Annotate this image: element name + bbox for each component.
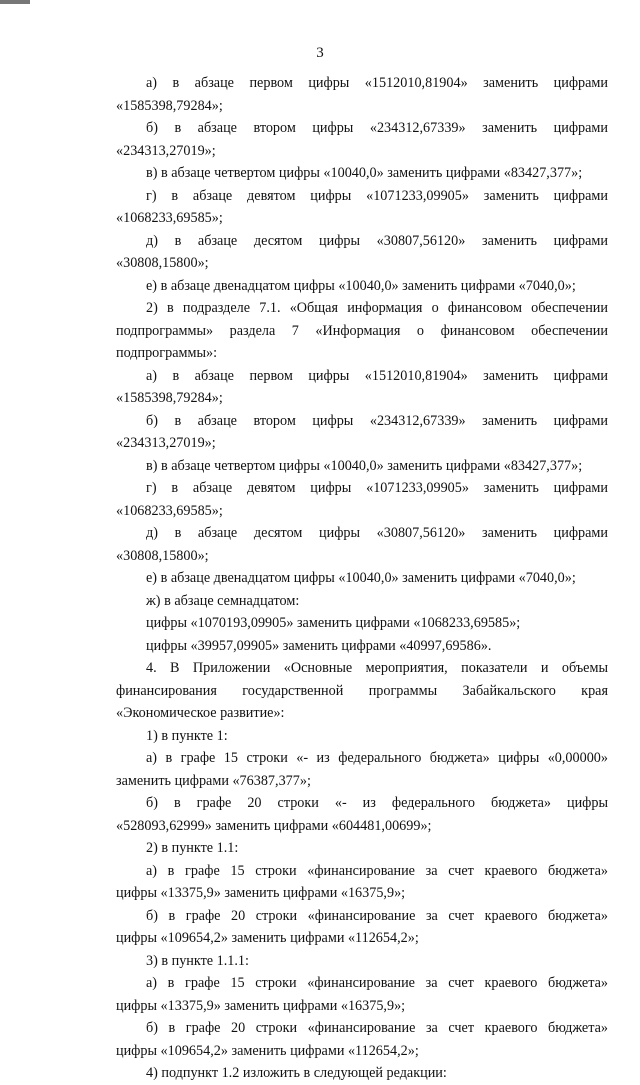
- text-line: «30808,15800»;: [116, 547, 209, 564]
- text-line: б) в графе 20 строки «- из федерального бюджета» цифры: [146, 795, 608, 811]
- text-line: 2) в пункте 1.1:: [146, 840, 239, 856]
- text-line: б) в абзаце втором цифры «234312,67339» заменить цифрами: [146, 120, 608, 136]
- text-line: «234313,27019»;: [116, 142, 216, 159]
- text-line: цифры «109654,2» заменить цифрами «112654,2»;: [116, 930, 419, 946]
- text-line: г) в абзаце девятом цифры «1071233,09905» заменить цифрами: [146, 187, 608, 204]
- text-line: «234313,27019»;: [116, 435, 216, 451]
- text-line: б) в абзаце втором цифры «234312,67339» заменить цифрами: [146, 412, 608, 429]
- page-number: 3: [316, 45, 324, 61]
- text-line: 2) в подразделе 7.1. «Общая информация о финансовом обеспечении: [146, 300, 608, 316]
- text-line: в) в абзаце четвертом цифры «10040,0» заменить цифрами «83427,377»;: [146, 457, 583, 474]
- text-line: 4) подпункт 1.2 изложить в следующей редакции:: [146, 1065, 447, 1081]
- text-line: «Экономическое развитие»:: [116, 705, 285, 721]
- text-line: 3) в пункте 1.1.1:: [146, 952, 249, 969]
- text-line: б) в графе 20 строки «финансирование за счет краевого бюджета»: [146, 907, 608, 924]
- text-line: а) в графе 15 строки «финансирование за счет краевого бюджета»: [146, 862, 608, 879]
- text-line: а) в абзаце первом цифры «1512010,81904» заменить цифрами: [146, 367, 608, 384]
- text-line: г) в абзаце девятом цифры «1071233,09905» заменить цифрами: [146, 480, 608, 496]
- text-line: 4. В Приложении «Основные мероприятия, показатели и объемы: [146, 660, 608, 676]
- text-line: 1) в пункте 1:: [146, 727, 228, 744]
- text-line: а) в абзаце первом цифры «1512010,81904» заменить цифрами: [146, 75, 608, 91]
- text-line: е) в абзаце двенадцатом цифры «10040,0» заменить цифрами «7040,0»;: [146, 277, 576, 294]
- text-line: «30808,15800»;: [116, 255, 209, 271]
- text-line: д) в абзаце десятом цифры «30807,56120» заменить цифрами: [146, 525, 608, 541]
- text-line: заменить цифрами «76387,377»;: [116, 772, 311, 789]
- text-line: «1068233,69585»;: [116, 502, 223, 519]
- text-line: е) в абзаце двенадцатом цифры «10040,0» заменить цифрами «7040,0»;: [146, 570, 576, 586]
- text-line: б) в графе 20 строки «финансирование за счет краевого бюджета»: [146, 1020, 608, 1036]
- text-line: «1068233,69585»;: [116, 210, 223, 226]
- text-line: цифры «13375,9» заменить цифрами «16375,9»;: [116, 997, 406, 1014]
- text-line: цифры «1070193,09905» заменить цифрами «1068233,69585»;: [146, 615, 521, 631]
- text-line: подпрограммы» раздела 7 «Информация о финансовом обеспечении: [116, 322, 608, 339]
- text-line: «1585398,79284»;: [116, 390, 223, 406]
- text-line: ж) в абзаце семнадцатом:: [146, 592, 300, 609]
- text-line: д) в абзаце десятом цифры «30807,56120» заменить цифрами: [146, 232, 608, 249]
- text-line: «528093,62999» заменить цифрами «604481,00699»;: [116, 817, 432, 834]
- scan-corner-mark: [0, 0, 30, 4]
- text-line: цифры «39957,09905» заменить цифрами «40997,69586».: [146, 637, 492, 654]
- text-line: финансирования государственной программы Забайкальского края: [116, 682, 608, 699]
- text-line: «1585398,79284»;: [116, 97, 223, 114]
- text-line: а) в графе 15 строки «- из федерального бюджета» цифры «0,00000»: [146, 750, 608, 766]
- text-line: цифры «109654,2» заменить цифрами «112654,2»;: [116, 1042, 419, 1059]
- text-line: подпрограммы»:: [116, 345, 218, 361]
- document-body: [116, 72, 608, 1085]
- text-line: цифры «13375,9» заменить цифрами «16375,9»;: [116, 885, 406, 901]
- text-line: в) в абзаце четвертом цифры «10040,0» заменить цифрами «83427,377»;: [146, 165, 583, 181]
- text-line: а) в графе 15 строки «финансирование за счет краевого бюджета»: [146, 975, 608, 991]
